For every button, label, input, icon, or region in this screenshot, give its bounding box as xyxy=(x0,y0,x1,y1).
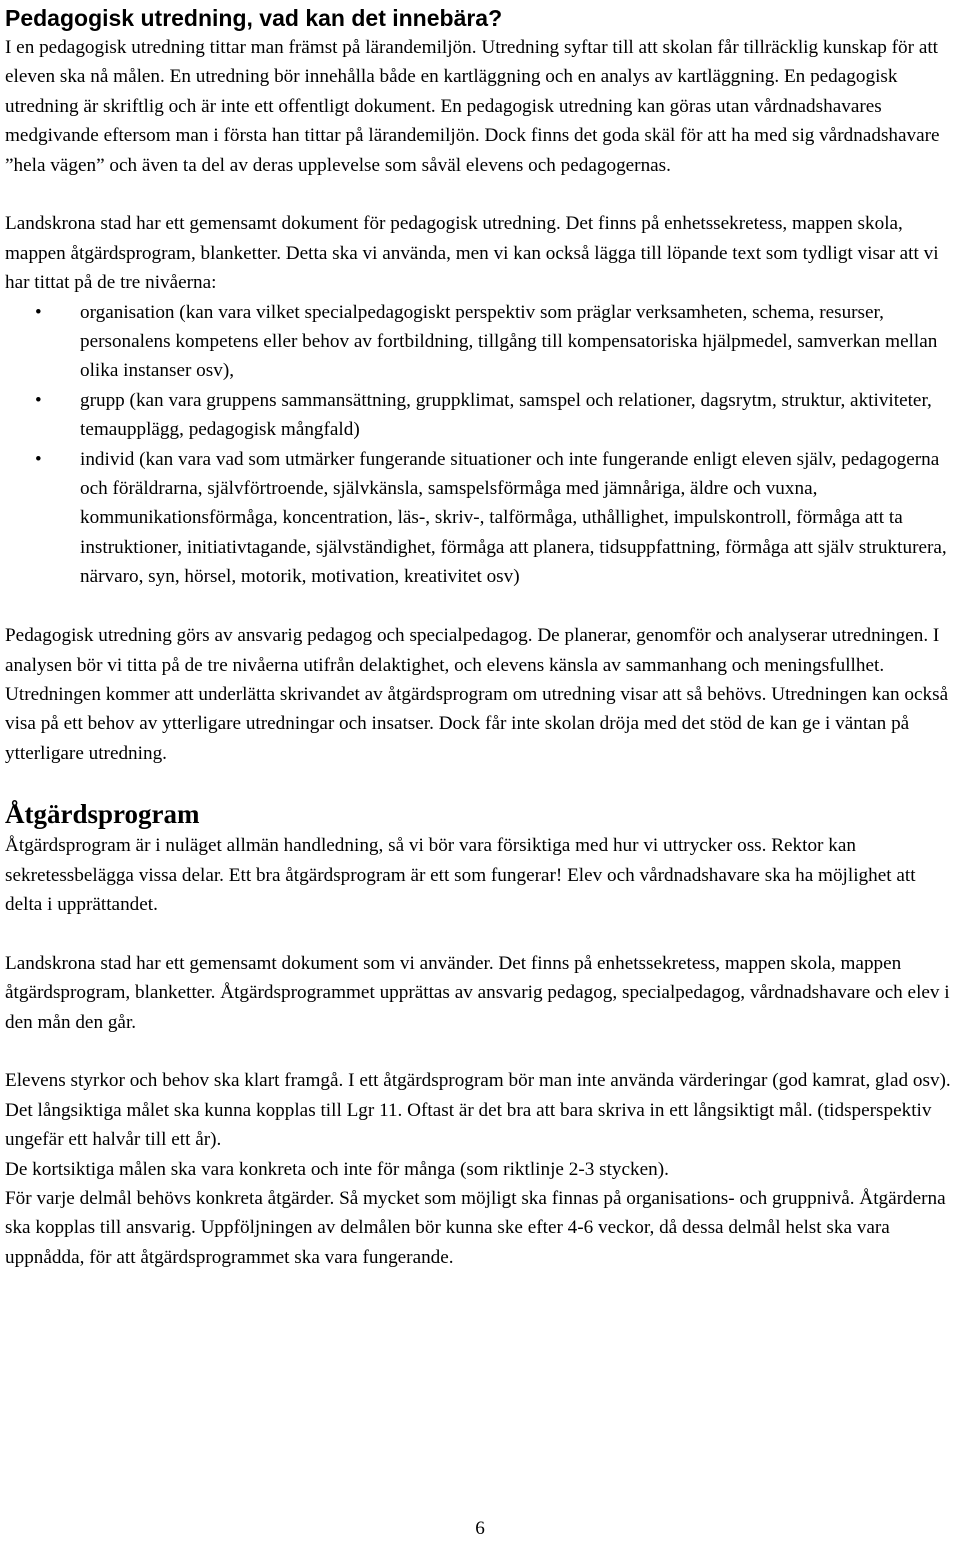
paragraph-delmal-atgarder: För varje delmål behövs konkreta åtgärder. Så mycket som möjligt ska finnas på organisations- och gruppnivå. Åtgärderna ska kopplas till ansvarig. Uppföljningen av delmålen bör kunna ske efter 4-6 veckor, då dessa delmål helst ska vara uppnådda, för att åtgärdsprogrammet ska vara fungerande. xyxy=(5,1187,946,1268)
bullet-list-levels xyxy=(5,298,957,592)
document-page xyxy=(5,0,957,1272)
paragraph-landskrona-dokument: Landskrona stad har ett gemensamt dokument för pedagogisk utredning. Det finns på enhetssekretess, mappen skola, mappen åtgärdsprogram, blanketter. Detta ska vi använda, men vi kan också lägga till löpande text som tydligt visar att vi har tittat på de tre nivåerna: xyxy=(5,213,939,294)
paragraph-intro: I en pedagogisk utredning tittar man främst på lärandemiljön. Utredning syftar till att skolan får tillräcklig kunskap för att eleven ska nå målen. En utredning bör innehålla både en kartläggning och en analys av kartläggning. En pedagogisk utredning är skriftlig och är inte ett offentligt dokument. En pedagogisk utredning kan göras utan vårdnadshavares medgivande eftersom man i första han tittar på lärandemiljön. Dock finns det goda skäl för att ha med sig vårdnadshavare ”hela vägen” och även ta del av deras upplevelse som såväl elevens och pedagogernas. xyxy=(5,37,940,176)
paragraph-allman-handledning: Åtgärdsprogram är i nuläget allmän handledning, så vi bör vara försiktiga med hur vi uttrycker oss. Rektor kan sekretessbelägga vissa delar. Ett bra åtgärdsprogram är ett som fungerar! Elev och vårdnadshavare ska ha möjlighet att delta i upprättandet. xyxy=(5,835,916,915)
list-item-text: individ (kan vara vad som utmärker fungerande situationer och inte fungerande enligt eleven själv, pedagogerna och föräldrarna, självförtroende, självkänsla, samspelsförmåga med jämnåriga, äldre och vuxna, kommunikationsförmåga, koncentration, läs-, skriv-, talförmåga, uthållighet, impulskontroll, förmåga att ta instruktioner, initiativtagande, självständighet, förmåga att planera, tidsuppfattning, förmåga att själv strukturera, närvaro, syn, hörsel, motorik, motivation, kreativitet osv) xyxy=(80,448,947,588)
paragraph-kortsiktiga-malen: De kortsiktiga målen ska vara konkreta och inte för många (som riktlinje 2-3 stycken). xyxy=(5,1158,669,1180)
bullet-icon: • xyxy=(35,448,42,470)
paragraph-gemensamt-dokument: Landskrona stad har ett gemensamt dokument som vi använder. Det finns på enhetssekretess, mappen skola, mappen åtgärdsprogram, blanketter. Åtgärdsprogrammet upprättas av ansvarig pedagog, specialpedagog, vårdnadshavare och elev i den mån den går. xyxy=(5,952,950,1033)
list-item-text: grupp (kan vara gruppens sammansättning, gruppklimat, samspel och relationer, dagsrytm, struktur, aktiviteter, temaupplägg, pedagogisk mångfald) xyxy=(80,389,932,441)
paragraph-styrkor-behov: Elevens styrkor och behov ska klart framgå. I ett åtgärdsprogram bör man inte använda värderingar (god kamrat, glad osv). xyxy=(5,1070,951,1092)
list-item xyxy=(5,445,957,592)
bullet-icon: • xyxy=(35,301,42,323)
paragraph-langsiktiga-malet: Det långsiktiga målet ska kunna kopplas till Lgr 11. Oftast är det bra att bara skriva in ett långsiktigt mål. (tidsperspektiv ungefär ett halvår till ett år). xyxy=(5,1099,932,1151)
list-item xyxy=(5,298,957,386)
section-title-pedagogisk-utredning: Pedagogisk utredning, vad kan det innebära? xyxy=(5,5,503,31)
list-item xyxy=(5,386,957,445)
page-number: 6 xyxy=(475,1518,485,1539)
list-item-text: organisation (kan vara vilket specialpedagogiskt perspektiv som präglar verksamheten, schema, resurser, personalens kompetens eller behov av fortbildning, tillgång till kompensatoriska hjälpmedel, samverkan mellan olika instanser osv), xyxy=(80,301,938,382)
paragraph-ansvarig: Pedagogisk utredning görs av ansvarig pedagog och specialpedagog. De planerar, genomför och analyserar utredningen. I analysen bör vi titta på de tre nivåerna utifrån delaktighet, och elevens känsla av sammanhang och meningsfullhet. Utredningen kommer att underlätta skrivandet av åtgärdsprogram om utredning visar att så behövs. Utredningen kan också visa på ett behov av ytterligare utredningar och insatser. Dock får inte skolan dröja med det stöd de kan ge i väntan på ytterligare utredning. xyxy=(5,625,949,764)
bullet-icon: • xyxy=(35,389,42,411)
section-title-atgardsprogram: Åtgärdsprogram xyxy=(5,799,200,830)
